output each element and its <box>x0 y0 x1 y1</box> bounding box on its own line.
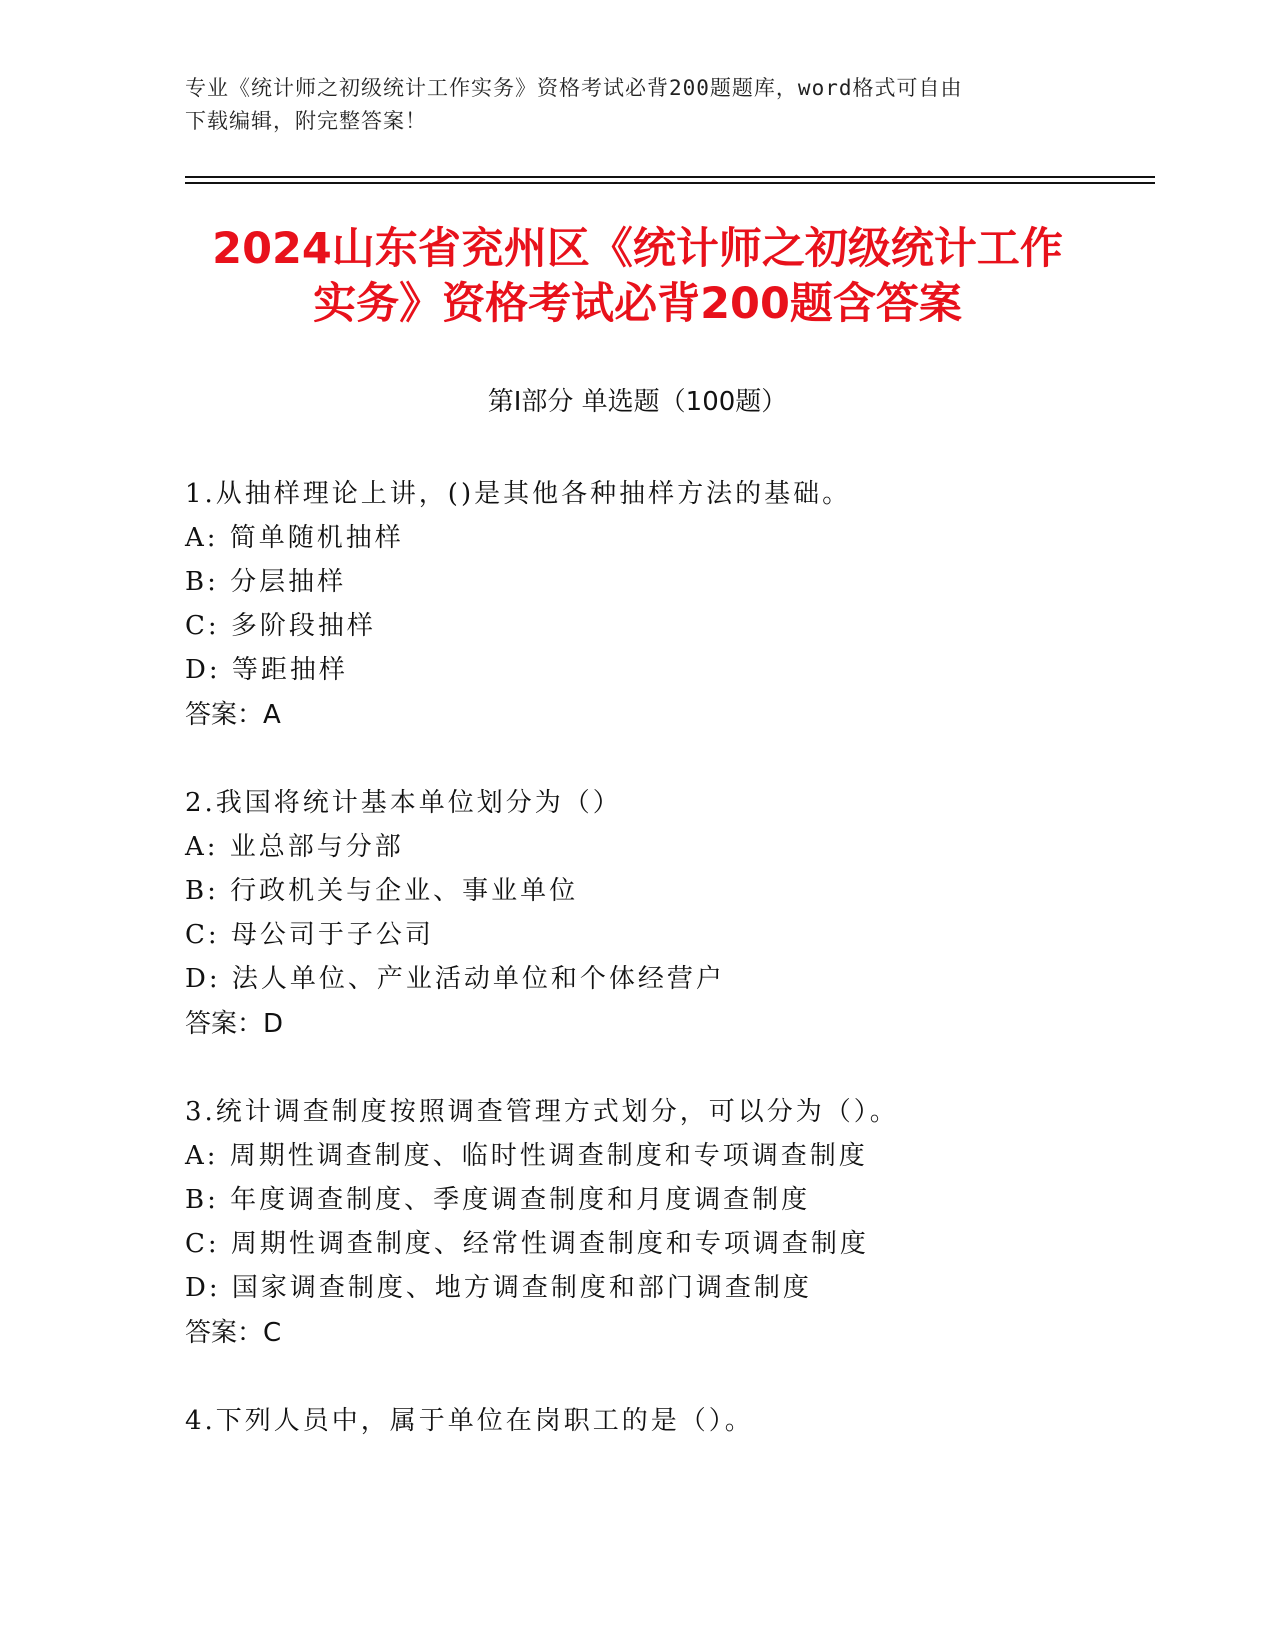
option-a: A: 简单随机抽样 <box>185 523 404 553</box>
header-note <box>185 72 1065 138</box>
option-d: D: 国家调查制度、地方调查制度和部门调查制度 <box>185 1273 812 1303</box>
header-note-line1: 专业《统计师之初级统计工作实务》资格考试必背200题题库，word格式可自由 <box>185 76 963 100</box>
question-text: 1.从抽样理论上讲，()是其他各种抽样方法的基础。 <box>185 479 852 509</box>
question-text: 3.统计调查制度按照调查管理方式划分，可以分为（）。 <box>185 1097 899 1127</box>
answer: 答案：C <box>185 1318 282 1348</box>
option-a: A: 周期性调查制度、临时性调查制度和专项调查制度 <box>185 1141 868 1171</box>
section-title: 第Ⅰ部分 单选题（100题） <box>487 387 788 417</box>
header-note-line2: 下载编辑，附完整答案！ <box>185 109 427 133</box>
option-d: D: 法人单位、产业活动单位和个体经营户 <box>185 964 725 994</box>
option-c: C: 周期性调查制度、经常性调查制度和专项调查制度 <box>185 1229 869 1259</box>
option-c: C: 母公司于子公司 <box>185 920 434 950</box>
option-b: B: 行政机关与企业、事业单位 <box>185 876 579 906</box>
header-divider-bottom <box>185 182 1155 184</box>
question-text: 2.我国将统计基本单位划分为（） <box>185 788 622 818</box>
document-title <box>100 222 1175 332</box>
header-divider-top <box>185 176 1155 178</box>
option-c: C: 多阶段抽样 <box>185 611 376 641</box>
answer: 答案：A <box>185 700 281 730</box>
option-b: B: 分层抽样 <box>185 567 347 597</box>
option-d: D: 等距抽样 <box>185 655 348 685</box>
option-a: A: 业总部与分部 <box>185 832 404 862</box>
document-title-line1: 2024山东省兖州区《统计师之初级统计工作 <box>212 224 1063 274</box>
answer: 答案：D <box>185 1009 284 1039</box>
document-title-line2: 实务》资格考试必背200题含答案 <box>313 279 962 329</box>
option-b: B: 年度调查制度、季度调查制度和月度调查制度 <box>185 1185 811 1215</box>
question-text: 4.下列人员中，属于单位在岗职工的是（）。 <box>185 1406 754 1436</box>
